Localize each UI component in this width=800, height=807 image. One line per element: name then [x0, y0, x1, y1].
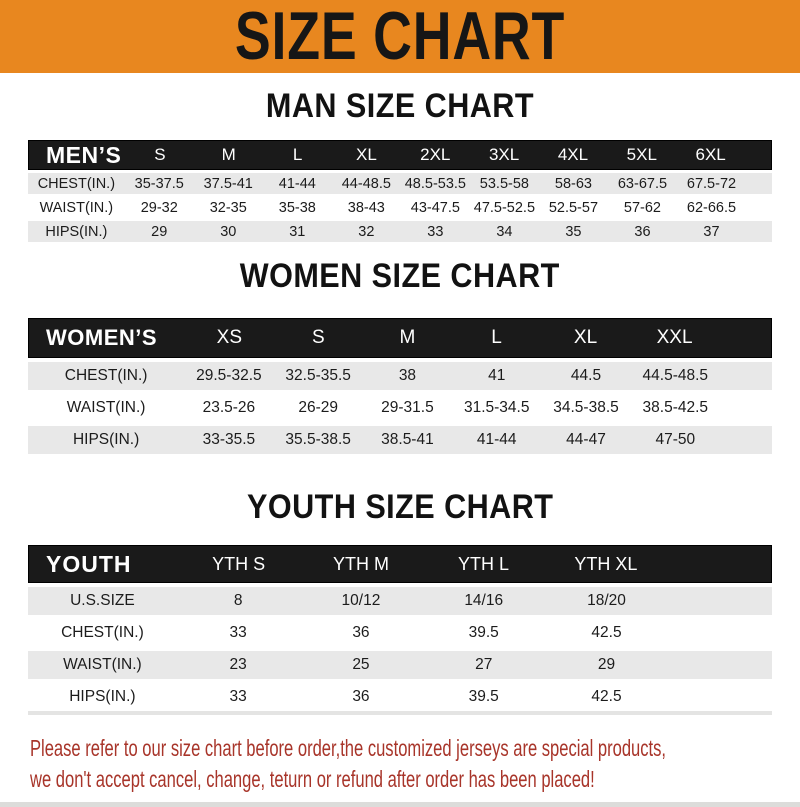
size-value-cell: 38.5-42.5: [642, 399, 709, 416]
size-value-cell: 29-31.5: [381, 399, 434, 416]
size-value-cell: 33: [427, 223, 444, 240]
size-value-cell: 36: [352, 624, 370, 641]
size-value-cell: 30: [220, 223, 237, 240]
size-column-header: S: [154, 145, 166, 164]
table-header-row: [28, 545, 772, 583]
size-value-cell: 35-37.5: [134, 175, 184, 192]
size-column-header: XS: [216, 327, 243, 348]
size-value-cell: 48.5-53.5: [404, 175, 466, 192]
table-corner-label: MEN’S: [46, 141, 122, 168]
size-column-header: XXL: [656, 327, 693, 348]
size-value-cell: 18/20: [587, 592, 626, 609]
size-value-cell: 38-43: [347, 199, 385, 216]
row-label: CHEST(IN.): [64, 367, 148, 384]
size-value-cell: 44.5-48.5: [642, 367, 709, 384]
size-column-header: M: [399, 327, 416, 348]
men-size-table: [28, 140, 772, 242]
size-column-header: L: [491, 327, 502, 348]
size-value-cell: 33-35.5: [202, 431, 256, 448]
size-value-cell: 37: [703, 223, 720, 240]
size-value-cell: 41-44: [476, 431, 517, 448]
size-column-header: 4XL: [557, 145, 589, 164]
size-value-cell: 29: [151, 223, 168, 240]
size-value-cell: 38.5-41: [381, 431, 434, 448]
size-value-cell: 31: [289, 223, 306, 240]
table-row: [28, 173, 772, 194]
size-column-header: XL: [573, 327, 598, 348]
women-section-heading-text: WOMEN SIZE CHART: [239, 257, 560, 295]
size-value-cell: 35-38: [278, 199, 316, 216]
size-value-cell: 32: [358, 223, 375, 240]
size-value-cell: 31.5-34.5: [463, 399, 530, 416]
size-value-cell: 39.5: [468, 624, 499, 641]
row-label: CHEST(IN.): [61, 624, 144, 641]
size-column-header: S: [312, 327, 325, 348]
table-corner-label: WOMEN’S: [46, 325, 158, 350]
table-row: [28, 619, 772, 647]
row-label: HIPS(IN.): [72, 431, 140, 448]
size-column-header: YTH XL: [574, 553, 638, 574]
size-value-cell: 52.5-57: [548, 199, 599, 216]
size-value-cell: 33: [229, 688, 247, 705]
size-value-cell: 26-29: [298, 399, 338, 416]
size-value-cell: 34.5-38.5: [553, 399, 619, 416]
table-row: [28, 197, 772, 218]
size-value-cell: 29-32: [140, 199, 178, 216]
table-row: [28, 587, 772, 615]
table-header-row: [28, 318, 772, 358]
row-label: CHEST(IN.): [37, 175, 116, 192]
size-value-cell: 29: [597, 656, 616, 673]
size-value-cell: 34: [496, 223, 513, 240]
size-value-cell: 36: [352, 688, 370, 705]
size-column-header: XL: [356, 145, 377, 164]
size-column-header: 3XL: [488, 145, 520, 164]
size-value-cell: 36: [634, 223, 651, 240]
size-value-cell: 35: [565, 223, 582, 240]
size-value-cell: 67.5-72: [686, 175, 737, 192]
table-row: [28, 651, 772, 679]
size-value-cell: 53.5-58: [479, 175, 529, 192]
table-corner-label: YOUTH: [46, 550, 132, 577]
table-row: [28, 394, 772, 422]
size-value-cell: 29.5-32.5: [196, 367, 262, 384]
size-column-header: YTH S: [212, 553, 266, 574]
size-value-cell: 14/16: [464, 592, 504, 609]
row-label: WAIST(IN.): [39, 199, 114, 216]
table-row: [28, 362, 772, 390]
size-column-header: L: [292, 145, 303, 164]
size-value-cell: 43-47.5: [410, 199, 460, 216]
size-value-cell: 27: [475, 656, 493, 673]
youth-section-heading: [0, 489, 800, 525]
size-value-cell: 25: [352, 656, 370, 673]
men-section-heading-text: MAN SIZE CHART: [265, 87, 535, 125]
size-value-cell: 23: [229, 656, 247, 673]
size-value-cell: 8: [233, 592, 243, 609]
size-value-cell: 39.5: [468, 688, 499, 705]
size-value-cell: 47.5-52.5: [473, 199, 536, 216]
size-value-cell: 57-62: [623, 199, 661, 216]
size-column-header: YTH L: [457, 553, 509, 574]
size-value-cell: 23.5-26: [202, 399, 256, 416]
size-value-cell: 41: [488, 367, 506, 384]
size-chart-banner: [0, 0, 800, 73]
women-section-heading: [0, 258, 800, 294]
table-row: [28, 683, 772, 711]
size-value-cell: 32.5-35.5: [285, 367, 351, 384]
size-value-cell: 35.5-38.5: [285, 431, 351, 448]
size-value-cell: 44-47: [566, 431, 606, 448]
size-value-cell: 33: [229, 624, 247, 641]
row-label: WAIST(IN.): [63, 656, 142, 673]
row-label: HIPS(IN.): [69, 688, 136, 705]
row-label: HIPS(IN.): [45, 223, 108, 240]
row-label: U.S.SIZE: [70, 592, 135, 609]
size-value-cell: 10/12: [341, 592, 381, 609]
disclaimer-text: [30, 733, 800, 795]
table-row: [28, 426, 772, 454]
size-value-cell: 38: [398, 367, 417, 384]
size-value-cell: 41-44: [278, 175, 316, 192]
size-column-header: 6XL: [695, 145, 726, 164]
size-value-cell: 62-66.5: [686, 199, 737, 216]
size-value-cell: 32-35: [209, 199, 247, 216]
size-value-cell: 44.5: [570, 367, 602, 384]
size-column-header: YTH M: [333, 553, 390, 574]
youth-size-table: [28, 545, 772, 711]
size-column-header: 2XL: [420, 145, 451, 164]
size-value-cell: 63-67.5: [617, 175, 668, 192]
banner-title: SIZE CHART: [234, 0, 566, 73]
size-value-cell: 44-48.5: [341, 175, 391, 192]
size-column-header: M: [221, 145, 236, 164]
size-value-cell: 58-63: [554, 175, 592, 192]
table-header-row: [28, 140, 772, 170]
size-value-cell: 42.5: [591, 688, 622, 705]
size-value-cell: 37.5-41: [203, 175, 253, 192]
table-row: [28, 221, 772, 242]
disclaimer-line-2: we don't accept cancel, change, teturn or refund after order has been placed!: [30, 766, 595, 792]
size-value-cell: 47-50: [655, 431, 696, 448]
youth-section-heading-text: YOUTH SIZE CHART: [246, 488, 554, 526]
bottom-divider: [0, 802, 800, 807]
women-size-table: [28, 318, 772, 454]
men-section-heading: [0, 88, 800, 124]
size-value-cell: 42.5: [591, 624, 622, 641]
size-column-header: 5XL: [626, 145, 657, 164]
disclaimer-line-1: Please refer to our size chart before order,the customized jerseys are special products,: [30, 735, 667, 761]
row-label: WAIST(IN.): [66, 399, 146, 416]
